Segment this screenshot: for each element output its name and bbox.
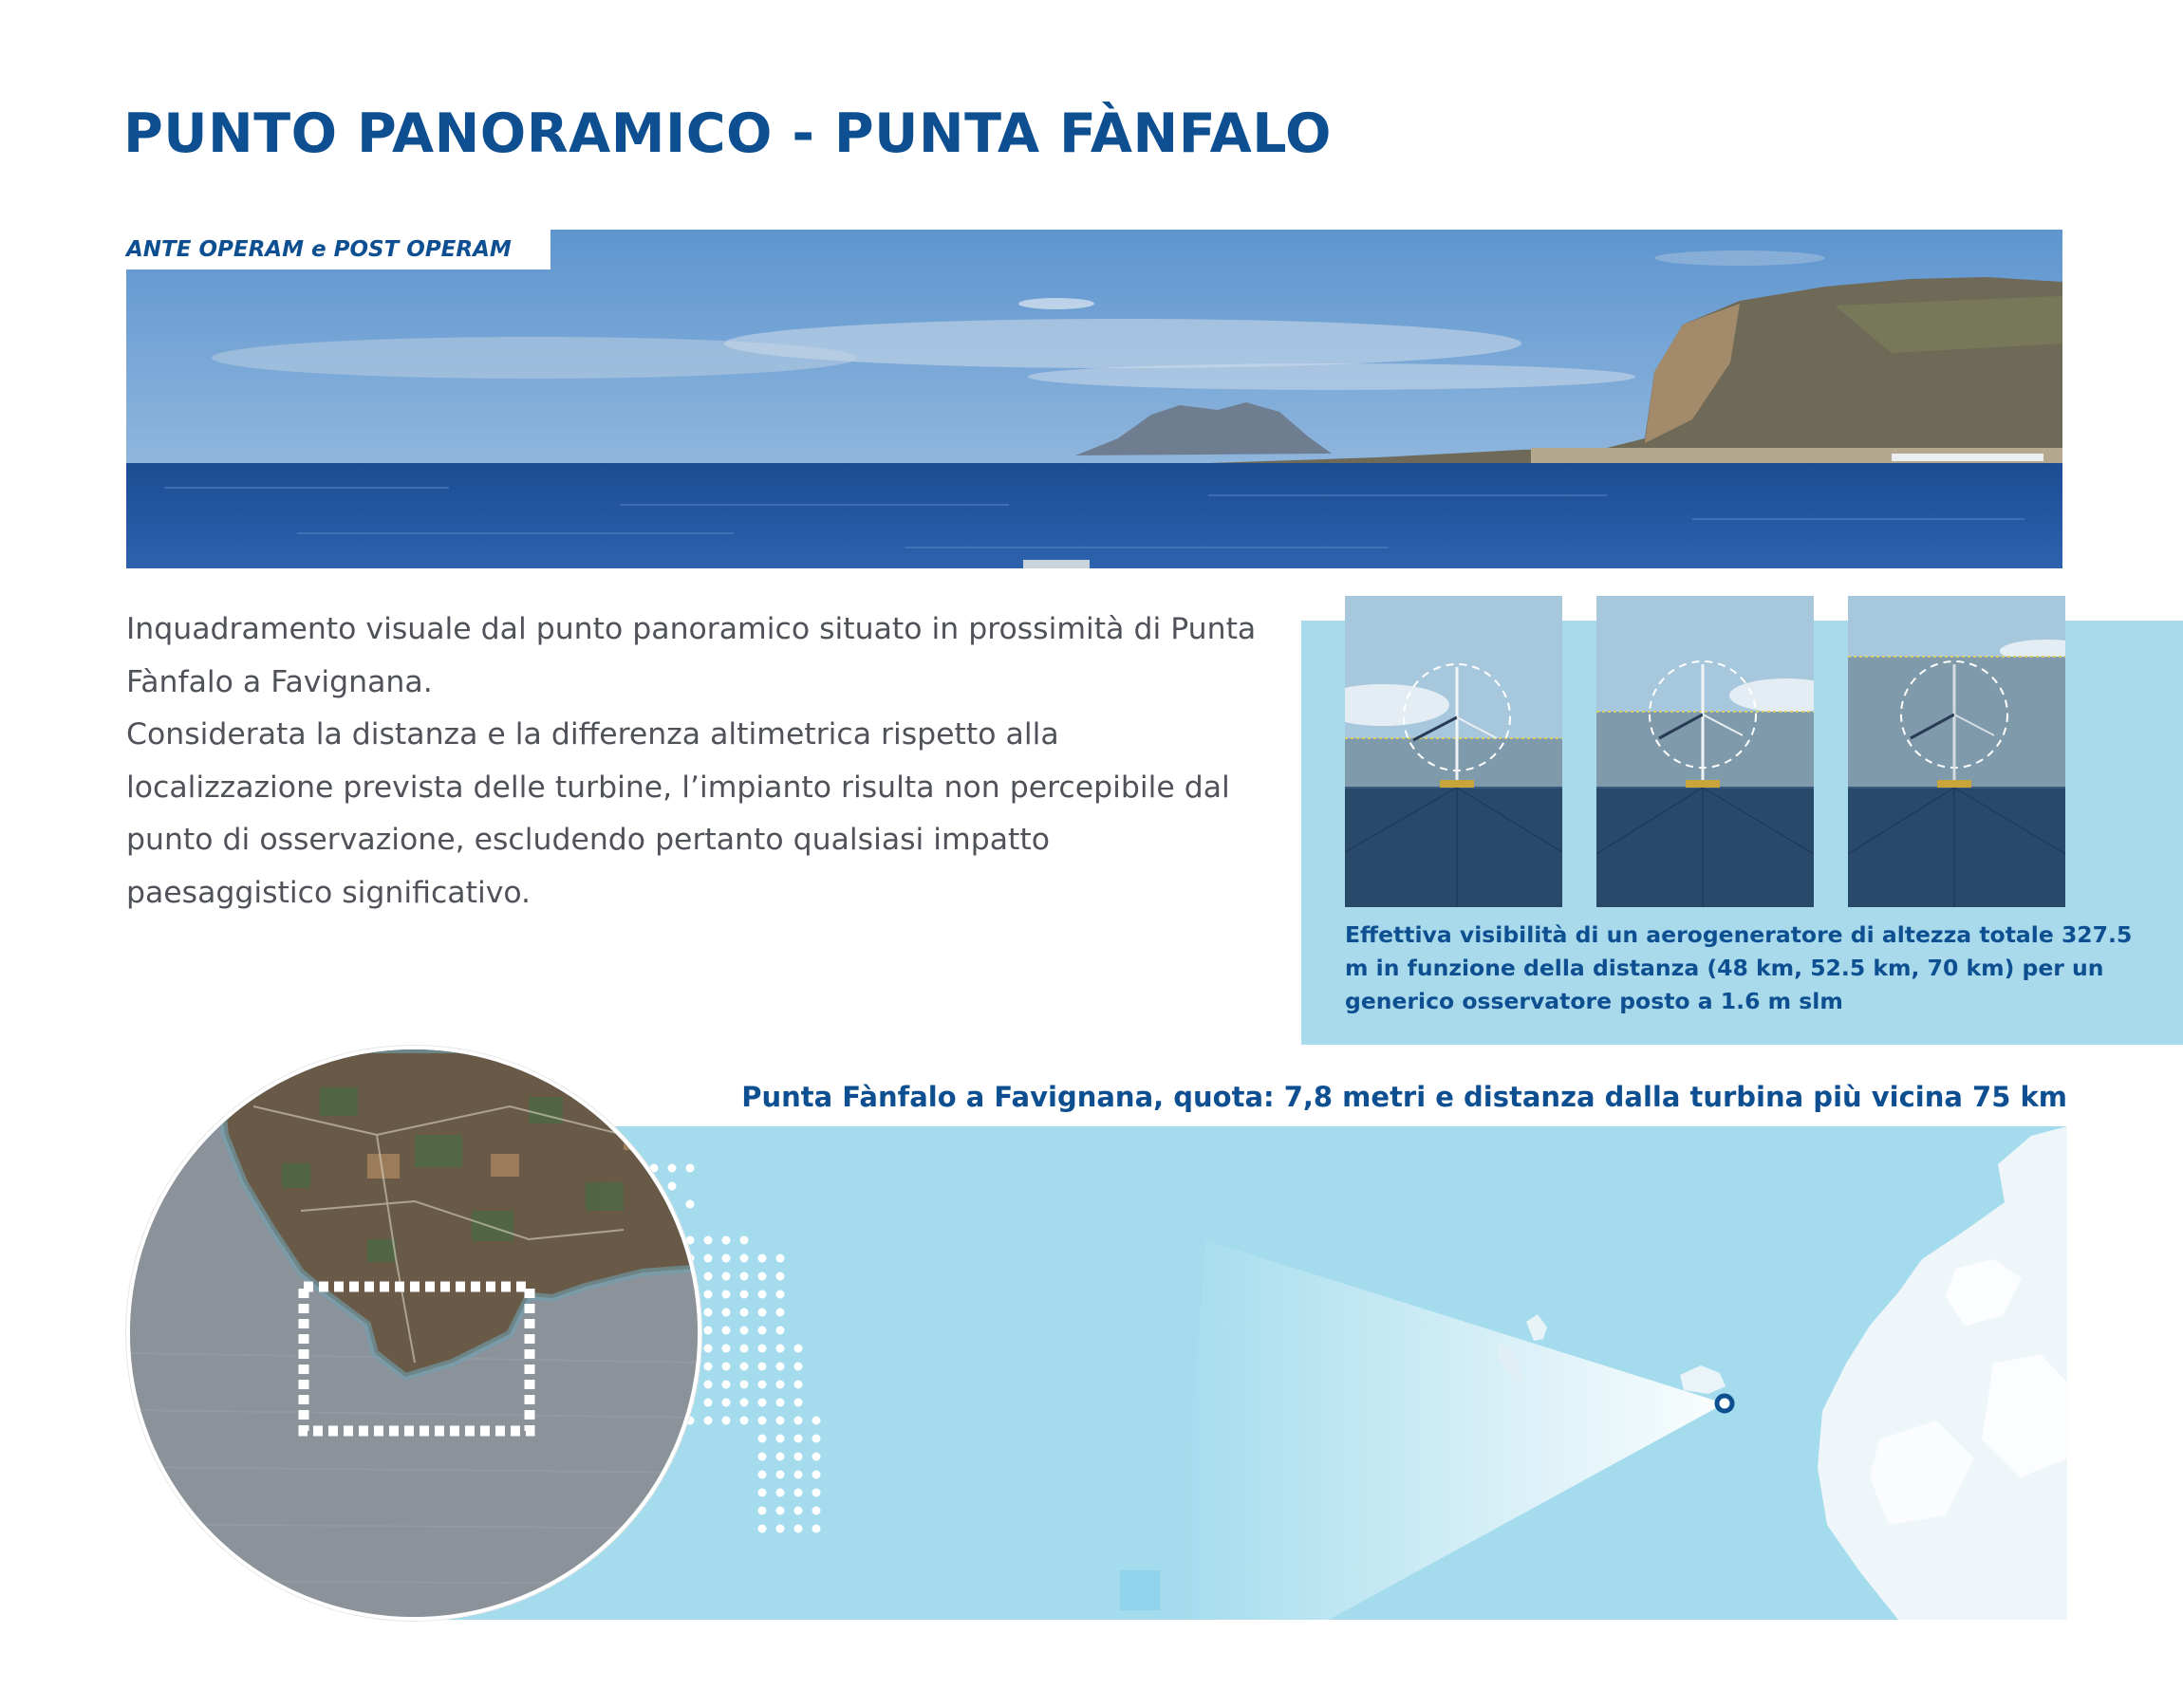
turbine-dot <box>812 1471 821 1479</box>
turbine-dot <box>722 1345 731 1353</box>
turbine-dot <box>722 1272 731 1281</box>
turbine-dot <box>794 1417 803 1425</box>
turbine-dot <box>812 1489 821 1497</box>
turbine-dot <box>776 1363 785 1371</box>
turbine-dot <box>704 1417 713 1425</box>
turbine-dot <box>704 1381 713 1389</box>
turbine-visibility-image <box>1848 596 2065 907</box>
turbine-dot <box>704 1309 713 1317</box>
turbine-dot <box>686 1200 695 1209</box>
map-caption: Punta Fànfalo a Favignana, quota: 7,8 metri e distanza dalla turbina più vicina 75 km <box>741 1081 2067 1113</box>
turbine-dot <box>740 1290 749 1299</box>
turbine-dot <box>740 1381 749 1389</box>
turbine-dot <box>776 1435 785 1443</box>
turbine-dot <box>722 1327 731 1335</box>
turbine-dot <box>758 1254 767 1263</box>
panorama-label: ANTE OPERAM e POST OPERAM <box>117 230 550 269</box>
turbine-dot <box>794 1435 803 1443</box>
turbine-dot <box>758 1381 767 1389</box>
turbine-dot <box>794 1471 803 1479</box>
turbine-dot <box>704 1399 713 1407</box>
turbine-dot <box>740 1399 749 1407</box>
description-paragraph: Considerata la distanza e la differenza altimetrica rispetto alla localizzazione prevista delle turbine, l’impianto risulta non percepibile dal punto di osservazione, escludendo pertanto qualsiasi impatto paesaggistico significativo. <box>126 717 1230 910</box>
turbine-dot <box>776 1399 785 1407</box>
turbine-dot <box>722 1381 731 1389</box>
turbine-dot <box>722 1399 731 1407</box>
turbine-dot <box>704 1254 713 1263</box>
turbine-dot <box>722 1254 731 1263</box>
turbine-dot <box>740 1327 749 1335</box>
turbine-dot <box>758 1435 767 1443</box>
turbine-dot <box>758 1309 767 1317</box>
turbine-dot <box>704 1327 713 1335</box>
visibility-caption: Effettiva visibilità di un aerogeneratore di altezza totale 327.5 m in funzione della distanza (48 km, 52.5 km, 70 km) per un generico osservatore posto a 1.6 m slm <box>1345 921 2133 1014</box>
turbine-dot <box>812 1453 821 1461</box>
turbine-dot <box>794 1507 803 1515</box>
turbine-dot <box>704 1236 713 1245</box>
turbine-dot <box>812 1417 821 1425</box>
turbine-dot <box>758 1471 767 1479</box>
turbine-dot <box>794 1489 803 1497</box>
turbine-dot <box>776 1254 785 1263</box>
turbine-dot <box>794 1363 803 1371</box>
description-text <box>126 603 1265 919</box>
turbine-dot <box>758 1345 767 1353</box>
turbine-dot <box>668 1164 677 1173</box>
turbine-dot <box>704 1345 713 1353</box>
turbine-dot <box>776 1489 785 1497</box>
turbine-dot <box>776 1327 785 1335</box>
turbine-dot <box>704 1290 713 1299</box>
turbine-dot <box>758 1399 767 1407</box>
turbine-dot <box>812 1507 821 1515</box>
turbine-dot <box>776 1507 785 1515</box>
turbine-dot <box>812 1435 821 1443</box>
turbine-dot <box>776 1290 785 1299</box>
turbine-dot <box>758 1327 767 1335</box>
turbine-dot <box>668 1182 677 1191</box>
location-marker-icon <box>1717 1396 1732 1411</box>
turbine-dot <box>740 1272 749 1281</box>
turbine-dot <box>704 1363 713 1371</box>
turbine-dot <box>704 1272 713 1281</box>
legend-square <box>1120 1570 1160 1610</box>
turbine-dot <box>776 1272 785 1281</box>
turbine-dot <box>794 1453 803 1461</box>
turbine-dot <box>740 1254 749 1263</box>
turbine-dot <box>794 1525 803 1533</box>
turbine-dot <box>740 1345 749 1353</box>
description-paragraph: Inquadramento visuale dal punto panoramico situato in prossimità di Punta Fànfalo a Favignana. <box>126 612 1257 699</box>
turbine-dot <box>776 1471 785 1479</box>
turbine-dot <box>686 1164 695 1173</box>
panorama-photo <box>126 230 2062 568</box>
turbine-dot <box>794 1381 803 1389</box>
turbine-dot <box>794 1399 803 1407</box>
turbine-dot <box>758 1525 767 1533</box>
turbine-dot <box>722 1363 731 1371</box>
turbine-dot <box>758 1290 767 1299</box>
page-title: PUNTO PANORAMICO - PUNTA FÀNFALO <box>123 102 1332 165</box>
turbine-dot <box>794 1345 803 1353</box>
turbine-dot <box>812 1525 821 1533</box>
turbine-dot <box>758 1507 767 1515</box>
turbine-dot <box>740 1236 749 1245</box>
turbine-dot <box>722 1417 731 1425</box>
turbine-dot <box>722 1236 731 1245</box>
turbine-dot <box>740 1417 749 1425</box>
turbine-dot <box>776 1381 785 1389</box>
turbine-dot <box>740 1309 749 1317</box>
turbine-dot <box>758 1363 767 1371</box>
turbine-dot <box>776 1417 785 1425</box>
turbine-visibility-image <box>1596 596 1814 907</box>
turbine-dot <box>776 1453 785 1461</box>
turbine-dot <box>776 1345 785 1353</box>
satellite-inset <box>126 1046 701 1621</box>
turbine-dot <box>776 1309 785 1317</box>
turbine-dot <box>758 1453 767 1461</box>
turbine-dot <box>758 1489 767 1497</box>
turbine-dot <box>758 1417 767 1425</box>
turbine-visibility-image <box>1345 596 1562 907</box>
turbine-dot <box>776 1525 785 1533</box>
turbine-dot <box>758 1272 767 1281</box>
turbine-dot <box>740 1363 749 1371</box>
turbine-dot <box>722 1290 731 1299</box>
turbine-dot <box>722 1309 731 1317</box>
